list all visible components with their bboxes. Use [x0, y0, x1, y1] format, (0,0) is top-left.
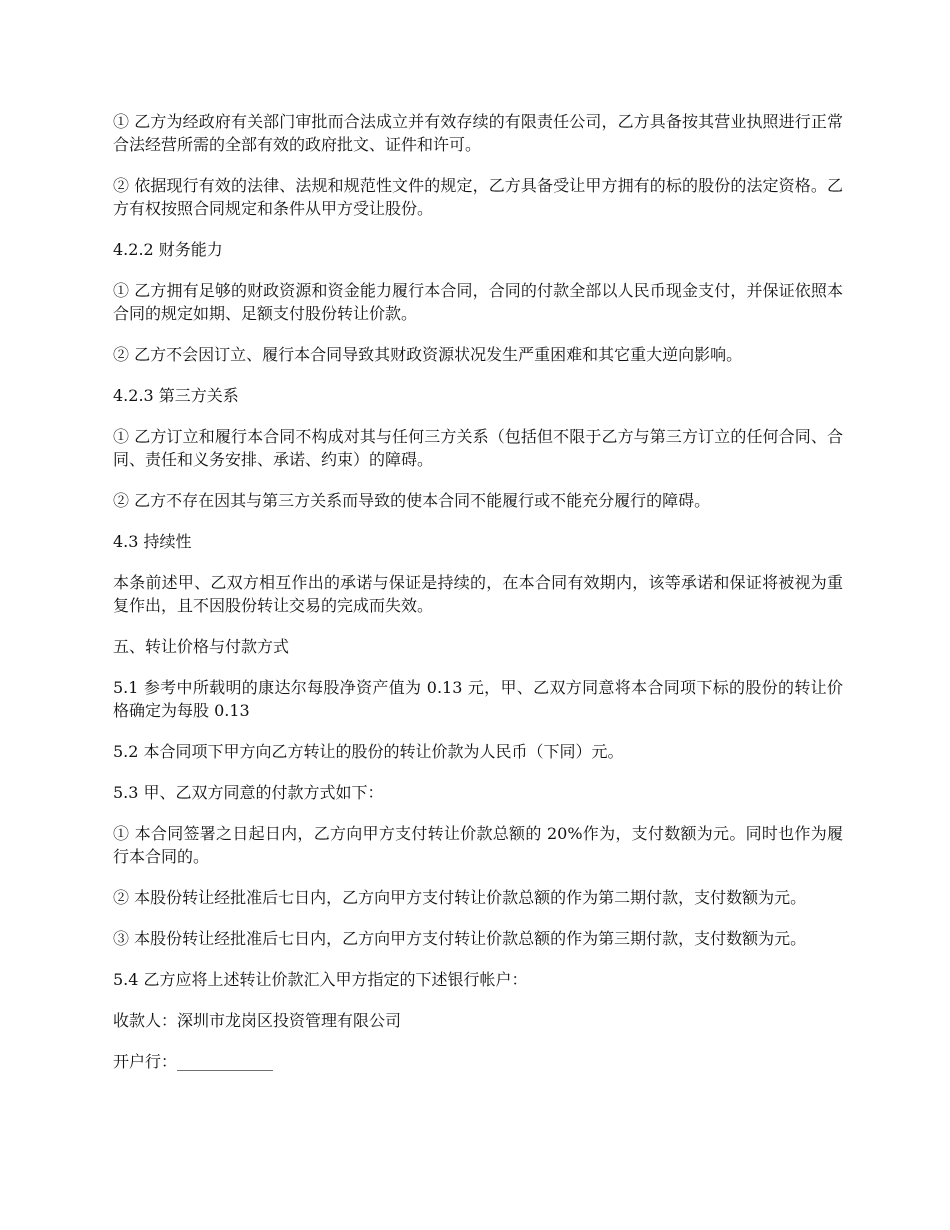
section-heading-4-3: 4.3 持续性 [113, 532, 192, 551]
clause-third-party-2: ② 乙方不存在因其与第三方关系而导致的使本合同不能履行或不能充分履行的障碍。 [113, 491, 711, 510]
payee-line: 收款人：深圳市龙岗区投资管理有限公司 [113, 1011, 402, 1030]
payment-item-1: ① 本合同签署之日起日内，乙方向甲方支付转让价款总额的 20%作为，支付数额为元。同时也作为履行本合同的。 [113, 824, 843, 866]
clause-5-1: 5.1 参考中所载明的康达尔每股净资产值为 0.13 元，甲、乙双方同意将本合同项下标的股份的转让价格确定为每股 0.13 [113, 678, 843, 720]
clause-qualification-2: ② 依据现行有效的法律、法规和规范性文件的规定，乙方具备受让甲方拥有的标的股份的法定资格。乙方有权按照合同规定和条件从甲方受让股份。 [113, 176, 843, 218]
document-page [113, 110, 843, 1091]
clause-qualification-1: ① 乙方为经政府有关部门审批而合法成立并有效存续的有限责任公司，乙方具备按其营业执照进行正常合法经营所需的全部有效的政府批文、证件和许可。 [113, 112, 843, 154]
clause-continuity: 本条前述甲、乙双方相互作出的承诺与保证是持续的，在本合同有效期内，该等承诺和保证将被视为重复作出，且不因股份转让交易的完成而失效。 [113, 573, 843, 615]
clause-5-4: 5.4 乙方应将上述转让价款汇入甲方指定的下述银行帐户： [113, 970, 528, 989]
section-heading-4-2-2: 4.2.2 财务能力 [113, 240, 223, 259]
payment-item-2: ② 本股份转让经批准后七日内，乙方向甲方支付转让价款总额的作为第二期付款，支付数额为元。 [113, 888, 807, 907]
chapter-heading-5: 五、转让价格与付款方式 [113, 637, 290, 656]
clause-financial-1: ① 乙方拥有足够的财政资源和资金能力履行本合同，合同的付款全部以人民币现金支付，并保证依照本合同的规定如期、足额支付股份转让价款。 [113, 281, 843, 323]
clause-third-party-1: ① 乙方订立和履行本合同不构成对其与任何三方关系（包括但不限于乙方与第三方订立的任何合同、合同、责任和义务安排、承诺、约束）的障碍。 [113, 427, 843, 469]
payment-item-3: ③ 本股份转让经批准后七日内，乙方向甲方支付转让价款总额的作为第三期付款，支付数额为元。 [113, 929, 807, 948]
clause-5-2: 5.2 本合同项下甲方向乙方转让的股份的转让价款为人民币（下同）元。 [113, 742, 624, 761]
bank-line: 开户行：____________ [113, 1052, 274, 1071]
section-heading-4-2-3: 4.2.3 第三方关系 [113, 386, 239, 405]
clause-5-3: 5.3 甲、乙双方同意的付款方式如下： [113, 783, 384, 802]
clause-financial-2: ② 乙方不会因订立、履行本合同导致其财政资源状况发生严重困难和其它重大逆向影响。 [113, 345, 743, 364]
